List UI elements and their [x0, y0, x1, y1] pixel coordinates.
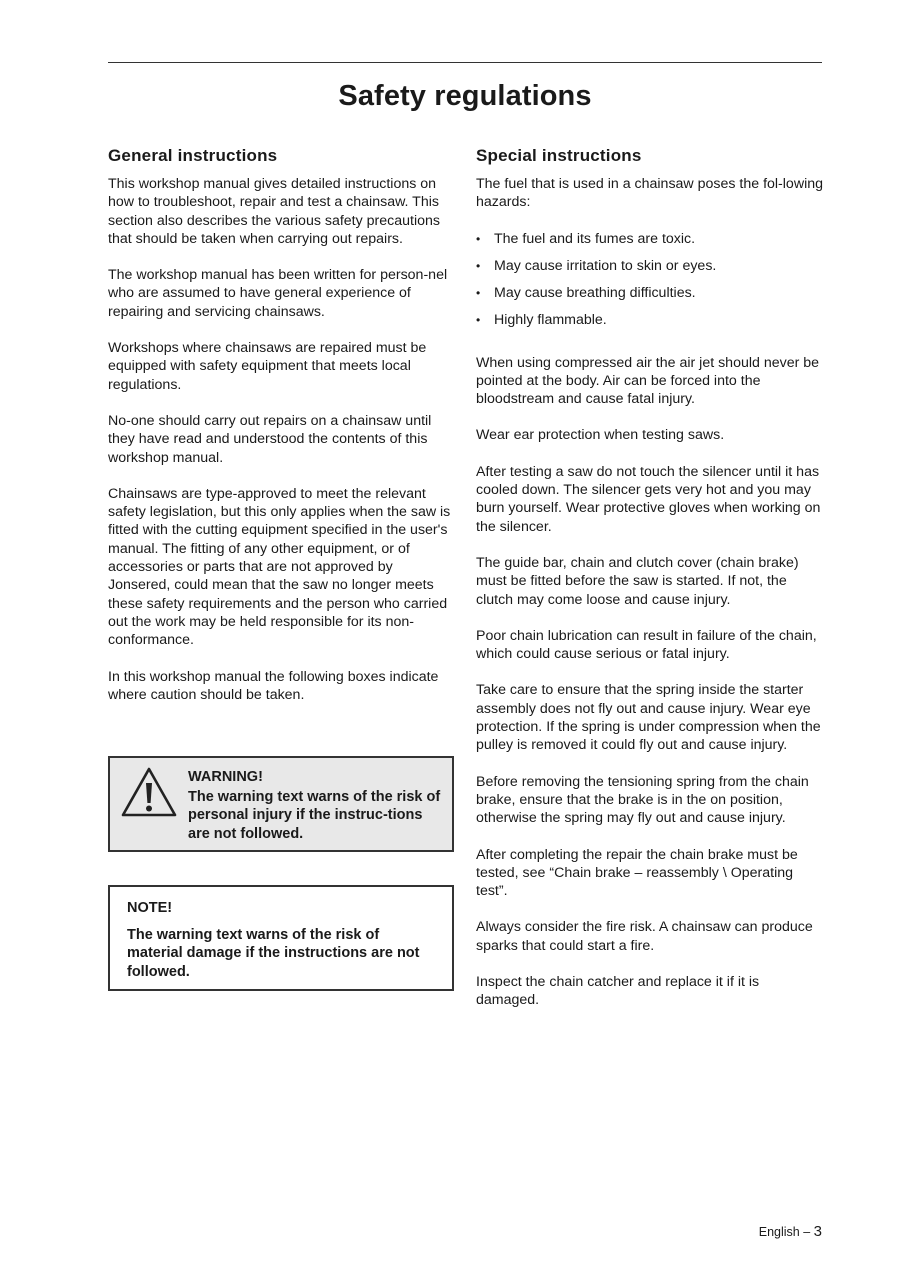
page-number: 3 — [813, 1223, 822, 1240]
top-rule — [108, 62, 822, 63]
general-paragraph: This workshop manual gives detailed instructions on how to troubleshoot, repair and test a chainsaw. This section also describes the various safety precautions that should be taken when carrying out repairs. — [108, 176, 441, 247]
special-paragraph: The guide bar, chain and clutch cover (chain brake) must be fitted before the saw is started. If not, the clutch may come loose and cause injury. — [476, 554, 799, 608]
general-paragraph: Chainsaws are type-approved to meet the relevant safety legislation, but this only applies when the saw is fitted with the cutting equipment specified in the user's manual. The fitting of any other equipment, or of accessories or parts that are not approved by Jonsered, could mean that the saw no longer meets these safety requirements and the person who carried out the work may be held responsible for its non-conformance. — [108, 485, 451, 649]
page-title: Safety regulations — [338, 80, 592, 112]
special-instructions-heading: Special instructions — [476, 146, 642, 165]
special-paragraph: Always consider the fire risk. A chainsaw can produce sparks that could start a fire. — [476, 919, 813, 954]
special-paragraph: Inspect the chain catcher and replace it if it is damaged. — [476, 974, 760, 1009]
general-instructions-heading: General instructions — [108, 146, 278, 165]
warning-triangle-icon — [121, 766, 177, 818]
note-title: NOTE! — [127, 900, 173, 916]
general-paragraph: Workshops where chainsaws are repaired must be equipped with safety equipment that meets local regulations. — [108, 340, 427, 393]
general-paragraph: In this workshop manual the following boxes indicate where caution should be taken. — [108, 668, 439, 703]
page-footer — [759, 1223, 822, 1240]
special-paragraph: After testing a saw do not touch the silencer until it has cooled down. The silencer gets very hot and you may burn yourself. Wear protective gloves when working on the silencer. — [476, 463, 821, 535]
special-paragraph: Take care to ensure that the spring inside the starter assembly does not fly out and cause injury. Wear eye protection. If the spring is under compression when the pulley is removed it could fly out and cause injury. — [476, 682, 821, 754]
special-intro: The fuel that is used in a chainsaw poses the fol-lowing hazards: — [476, 176, 824, 211]
hazard-text: May cause irritation to skin or eyes. — [494, 257, 717, 274]
general-instructions-column — [108, 146, 456, 722]
hazard-list — [476, 230, 824, 329]
special-paragraph: When using compressed air the air jet should never be pointed at the body. Air can be forced into the bloodstream and cause fatal injury. — [476, 354, 820, 408]
bullet-icon: • — [476, 258, 481, 273]
special-paragraph: Before removing the tensioning spring from the chain brake, ensure that the brake is in the on position, otherwise the spring may fly out and cause injury. — [476, 773, 809, 827]
special-paragraph: Wear ear protection when testing saws. — [476, 427, 725, 444]
note-box — [108, 885, 454, 991]
general-paragraph: The workshop manual has been written for person-nel who are assumed to have general experience of repairing and servicing chainsaws. — [108, 267, 448, 320]
hazard-list-item — [476, 230, 824, 248]
warning-title: WARNING! — [188, 769, 263, 785]
hazard-list-item — [476, 311, 824, 329]
bullet-icon: • — [476, 231, 481, 246]
general-paragraph: No-one should carry out repairs on a chainsaw until they have read and understood the contents of this workshop manual. — [108, 412, 432, 466]
note-text: The warning text warns of the risk of material damage if the instructions are not followed. — [127, 927, 420, 980]
hazard-text: Highly flammable. — [494, 311, 607, 328]
hazard-list-item — [476, 284, 824, 302]
special-paragraph: After completing the repair the chain brake must be tested, see “Chain brake – reassembly \ Operating test”. — [476, 846, 798, 900]
hazard-text: The fuel and its fumes are toxic. — [494, 230, 696, 247]
warning-text: The warning text warns of the risk of personal injury if the instruc-tions are not followed. — [188, 789, 441, 842]
special-paragraph: Poor chain lubrication can result in failure of the chain, which could cause serious or fatal injury. — [476, 627, 817, 663]
bullet-icon: • — [476, 312, 481, 327]
footer-language: English — [758, 1225, 800, 1239]
warning-box — [108, 756, 454, 852]
footer-separator: – — [799, 1225, 814, 1239]
special-instructions-column — [476, 146, 824, 1028]
bullet-icon: • — [476, 285, 481, 300]
hazard-list-item — [476, 257, 824, 275]
hazard-text: May cause breathing difficulties. — [494, 284, 696, 301]
